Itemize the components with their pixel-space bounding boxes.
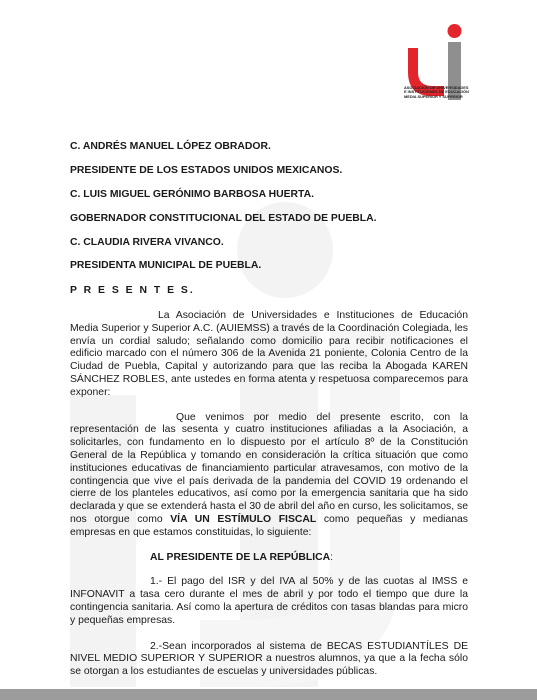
logo-red-dot: [448, 24, 462, 38]
request-text: Que venimos por medio del presente escrito, con la representación de las sesenta y cuatro instituciones afiliadas a la Asociación, a solicitarles, con fundamento en lo dispuesto por el artículo 8º de la Constitución General de la República y tomando en consideración la crítica situación que como instituciones educativas de financiamiento particular atravesamos, con motivo de la contingencia que vive el país derivada de la pandemia del COVID 19 ordenando el cierre de los planteles educativos, así como por la emergencia sanitaria que ha sido declarada y que se extenderá hasta el 30 de abril del año en curso, les solicitamos, se nos otorgue como: [70, 411, 468, 525]
logo-caption-line: E INSTITUCIONES DE EDUCACIÓN: [404, 89, 469, 95]
presentes-salutation: P R E S E N T E S.: [70, 285, 195, 297]
logo-caption-line: ASOCIACIÓN DE UNIVERSIDADES: [404, 85, 469, 90]
request-item-1: 1.- El pago del ISR y del IVA al 50% y de las cuotas al IMSS e INFONAVIT a tasa cero durante el mes de abril y por todo el tiempo que dure la contingencia sanitaria. Así como la apertura de créditos con tasas blandas para micro y pequeñas empresas.: [70, 576, 468, 626]
request-emphasis: VÍA UN ESTÍMULO FISCAL: [170, 514, 317, 525]
request-text-end: como pequeñas y medianas empresas en que estamos constituidas, lo siguiente:: [70, 514, 468, 538]
addressee-line: C. ANDRÉS MANUEL LÓPEZ OBRADOR.: [70, 141, 271, 152]
intro-paragraph: La Asociación de Universidades e Instituciones de Educación Media Superior y Superior A.C. (AUIEMSS) a través de la Coordinación Colegiada, les envía un cordial saludo; señalando como domicilio para recibir notificaciones el edificio marcado con el número 306 de la Avenida 21 poniente, Colonia Centro de la Ciudad de Puebla, Capital y autorizando para que las reciba la Abogada KAREN SÁNCHEZ ROBLES, ante ustedes en forma atenta y respetuosa comparecemos para exponer:: [70, 310, 468, 398]
addressee-line: GOBERNADOR CONSTITUCIONAL DEL ESTADO DE PUEBLA.: [70, 212, 377, 224]
footer-bar: [0, 689, 537, 700]
addressee-line: PRESIDENTE DE LOS ESTADOS UNIDOS MEXICANOS.: [70, 164, 343, 176]
section-heading-colon: :: [330, 551, 334, 563]
addressee-line: C. CLAUDIA RIVERA VIVANCO.: [70, 236, 224, 248]
section-heading: [70, 552, 468, 565]
section-heading-text: AL PRESIDENTE DE LA REPÚBLICA: [150, 551, 331, 563]
addressee-line: PRESIDENTA MUNICIPAL DE PUEBLA.: [70, 260, 262, 272]
letter-body: [70, 141, 468, 679]
logo-caption: [404, 86, 484, 99]
addressee-line: C. LUIS MIGUEL GERÓNIMO BARBOSA HUERTA.: [70, 188, 314, 200]
auiemss-logo: [400, 20, 480, 115]
logo-caption-line: MEDIA SUPERIOR Y SUPERIOR: [404, 93, 463, 99]
request-item-2: 2.-Sean incorporados al sistema de BECAS ESTUDIANTÍLES DE NIVEL MEDIO SUPERIOR Y SUPERIOR a nuestros alumnos, ya que a la fecha sólo se otorgan a los estudiantes de escuelas y universidades públicas.: [70, 640, 468, 678]
request-paragraph: [70, 412, 468, 540]
